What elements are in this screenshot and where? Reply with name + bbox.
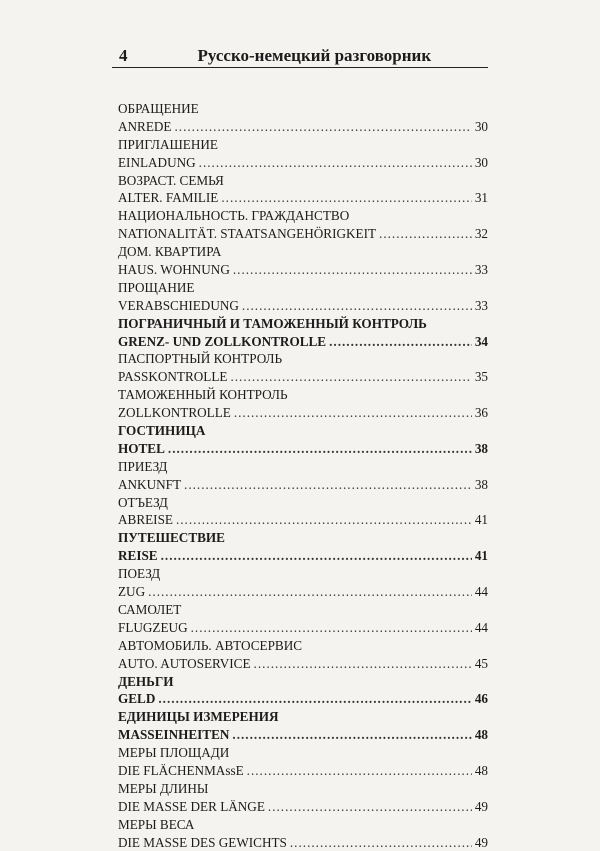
toc-title: GRENZ- UND ZOLLKONTROLLE <box>118 333 327 349</box>
toc-page-number: 49 <box>474 798 488 814</box>
toc-title: ТАМОЖЕННЫЙ КОНТРОЛЬ <box>118 387 288 403</box>
toc-line <box>118 458 488 476</box>
toc-page-number: 38 <box>474 476 488 492</box>
toc-line <box>118 834 488 851</box>
toc-line <box>118 225 488 243</box>
toc-title: ZUG <box>118 584 146 600</box>
toc-title: ПОЕЗД <box>118 566 161 582</box>
toc-title: ABREISE <box>118 512 173 528</box>
dot-leader <box>230 368 471 386</box>
header-rule <box>112 67 488 68</box>
toc-line <box>118 136 488 154</box>
toc-title: НАЦИОНАЛЬНОСТЬ. ГРАЖДАНСТВО <box>118 208 350 224</box>
toc-title: FLUGZEUG <box>118 619 188 635</box>
running-header <box>116 46 488 66</box>
dot-leader <box>168 440 472 458</box>
toc-page-number: 38 <box>474 440 488 456</box>
toc-line <box>118 655 488 673</box>
toc-title: ПУТЕШЕСТВИЕ <box>118 530 225 546</box>
toc-title: PASSKONTROLLE <box>118 369 228 385</box>
toc-line <box>118 118 488 136</box>
toc-line <box>118 816 488 834</box>
dot-leader <box>174 118 471 136</box>
toc-page-number: 48 <box>474 762 488 778</box>
toc-line <box>118 798 488 816</box>
toc-title: ANKUNFT <box>118 476 182 492</box>
toc-title: MASSEINHEITEN <box>118 727 230 743</box>
dot-leader <box>329 333 472 351</box>
dot-leader <box>247 762 472 780</box>
toc-title: МЕРЫ ВЕСА <box>118 816 195 832</box>
toc-page-number: 35 <box>474 369 488 385</box>
toc-line <box>118 422 488 440</box>
toc-line <box>118 673 488 691</box>
dot-leader <box>379 225 472 243</box>
dot-leader <box>242 297 472 315</box>
toc-line <box>118 315 488 333</box>
toc-line <box>118 637 488 655</box>
toc-title: ZOLLKONTROLLE <box>118 405 231 421</box>
toc-page-number: 36 <box>474 405 488 421</box>
toc-title: АВТОМОБИЛЬ. АВТОСЕРВИС <box>118 637 303 653</box>
dot-leader <box>254 655 472 673</box>
toc-title: ПРИГЛАШЕНИЕ <box>118 136 218 152</box>
toc-line <box>118 762 488 780</box>
toc-page-number: 41 <box>474 548 488 564</box>
toc-title: САМОЛЕТ <box>118 601 182 617</box>
toc-title: ЕДИНИЦЫ ИЗМЕРЕНИЯ <box>118 709 279 725</box>
toc-line <box>118 243 488 261</box>
toc-line <box>118 279 488 297</box>
toc-title: DIE FLÄCHENMAssE <box>118 762 244 778</box>
toc-title: HAUS. WOHNUNG <box>118 262 230 278</box>
toc-line <box>118 333 488 351</box>
toc-page-number: 45 <box>474 655 488 671</box>
toc-title: ПРОЩАНИЕ <box>118 279 195 295</box>
toc-line <box>118 494 488 512</box>
toc-title: ГОСТИНИЦА <box>118 423 206 439</box>
toc-line <box>118 511 488 529</box>
toc-title: ALTER. FAMILIE <box>118 190 219 206</box>
toc-line <box>118 529 488 547</box>
toc-line <box>118 744 488 762</box>
toc-title: ANREDE <box>118 118 172 134</box>
dot-leader <box>199 154 472 172</box>
toc-page-number: 49 <box>474 834 488 850</box>
toc-line <box>118 619 488 637</box>
toc-line <box>118 780 488 798</box>
toc-title: EINLADUNG <box>118 154 196 170</box>
toc-title: ПАСПОРТНЫЙ КОНТРОЛЬ <box>118 351 283 367</box>
toc-title: AUTO. AUTOSERVICE <box>118 655 251 671</box>
toc-title: ПОГРАНИЧНЫЙ И ТАМОЖЕННЫЙ КОНТРОЛЬ <box>118 315 427 331</box>
toc-page-number: 33 <box>474 262 488 278</box>
toc-page-number: 32 <box>474 226 488 242</box>
toc-page-number: 48 <box>474 727 488 743</box>
toc-line <box>118 350 488 368</box>
dot-leader <box>232 726 471 744</box>
toc-line <box>118 297 488 315</box>
toc-title: HOTEL <box>118 440 165 456</box>
toc-line <box>118 726 488 744</box>
toc-line <box>118 189 488 207</box>
toc-page-number: 30 <box>474 154 488 170</box>
toc-page-number: 46 <box>474 691 488 707</box>
toc-title: ОБРАЩЕНИЕ <box>118 101 199 116</box>
dot-leader <box>161 547 472 565</box>
toc-title: МЕРЫ ПЛОЩАДИ <box>118 745 230 761</box>
dot-leader <box>191 619 472 637</box>
toc-line <box>118 154 488 172</box>
running-title: Русско-немецкий разговорник <box>197 46 432 65</box>
toc-line <box>118 172 488 190</box>
toc-line <box>118 476 488 494</box>
toc-line <box>118 583 488 601</box>
toc-line <box>118 261 488 279</box>
toc-line <box>118 547 488 565</box>
toc-page-number: 34 <box>474 333 488 349</box>
toc-title: NATIONALITÄT. STAATSANGEHÖRIGKEIT <box>118 226 377 242</box>
toc-title: DIE MASSE DER LÄNGE <box>118 798 265 814</box>
toc-line <box>118 690 488 708</box>
toc-title: МЕРЫ ДЛИНЫ <box>118 780 209 796</box>
table-of-contents <box>118 100 488 851</box>
toc-page-number: 44 <box>474 619 488 635</box>
dot-leader <box>233 261 472 279</box>
toc-title: ОТЪЕЗД <box>118 494 168 510</box>
toc-page-number: 33 <box>474 297 488 313</box>
toc-page-number: 41 <box>474 512 488 528</box>
toc-line <box>118 386 488 404</box>
toc-line <box>118 207 488 225</box>
dot-leader <box>290 834 472 851</box>
dot-leader <box>158 690 471 708</box>
page-number: 4 <box>119 46 128 65</box>
toc-title: ДОМ. КВАРТИРА <box>118 244 222 260</box>
toc-line <box>118 440 488 458</box>
toc-title: ВОЗРАСТ. СЕМЬЯ <box>118 172 224 188</box>
dot-leader <box>221 189 471 207</box>
toc-line <box>118 404 488 422</box>
toc-page-number: 44 <box>474 584 488 600</box>
dot-leader <box>176 511 472 529</box>
toc-title: DIE MASSE DES GEWICHTS <box>118 834 287 850</box>
toc-line <box>118 601 488 619</box>
toc-title: ДЕНЬГИ <box>118 673 174 689</box>
dot-leader <box>184 476 472 494</box>
dot-leader <box>268 798 472 816</box>
dot-leader <box>148 583 472 601</box>
toc-line <box>118 565 488 583</box>
toc-page-number: 30 <box>474 118 488 134</box>
toc-title: REISE <box>118 548 158 564</box>
toc-title: ПРИЕЗД <box>118 458 168 474</box>
toc-line <box>118 368 488 386</box>
toc-line <box>118 708 488 726</box>
toc-line <box>118 100 488 118</box>
dot-leader <box>234 404 472 422</box>
toc-page-number: 31 <box>474 190 488 206</box>
toc-title: VERABSCHIEDUNG <box>118 297 239 313</box>
toc-title: GELD <box>118 691 156 707</box>
